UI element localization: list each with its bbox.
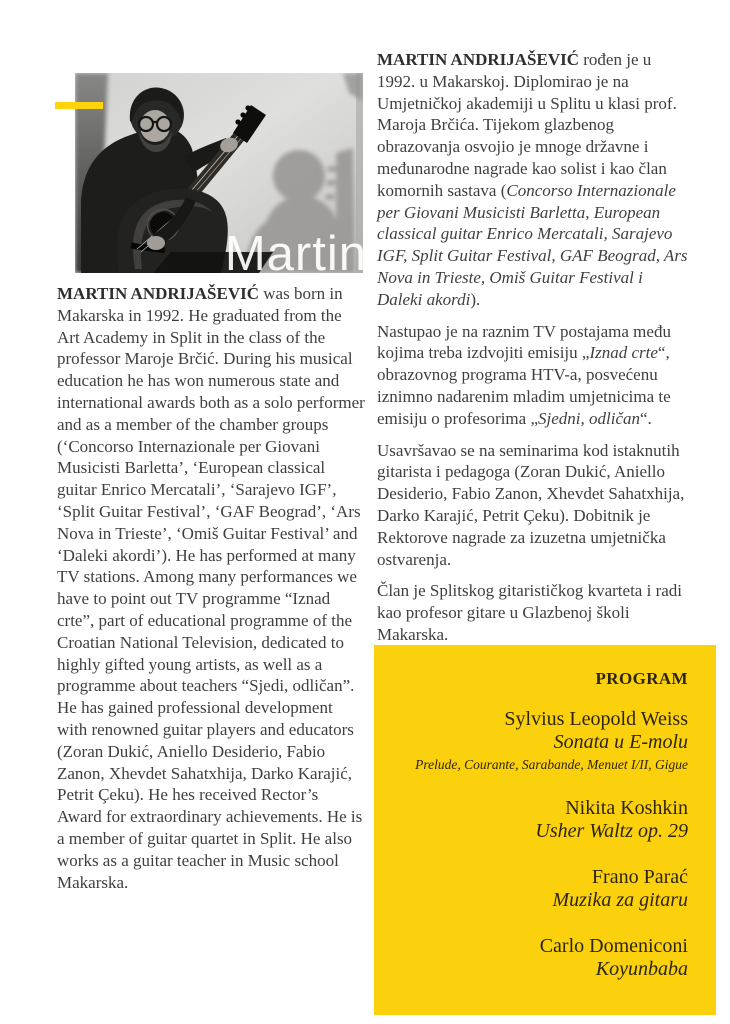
work-title: Usher Waltz op. 29 <box>535 820 688 842</box>
program-title: PROGRAM <box>595 669 688 688</box>
photo-name-overlay: Martin <box>224 227 367 281</box>
bio-croatian-paragraph-4: Član je Splitskog gitarističkog kvarteta i radi kao profesor gitare u Glazbenoj školi Makarska. <box>377 581 682 644</box>
composer-name: Frano Parać <box>591 866 688 888</box>
work-title: Sonata u E-molu <box>553 731 688 753</box>
work-title: Muzika za gitaru <box>552 889 688 911</box>
composer-name: Nikita Koshkin <box>565 797 688 819</box>
bio-croatian-paragraph-1: MARTIN ANDRIJAŠEVIĆ rođen je u 1992. u Makarskoj. Diplomirao je na Umjetničkoj akademiji u Splitu u klasi prof. Maroja Brčića. Tijekom glazbenog obrazovanja osvojio je mnoge državne i međunarodne nagrade kao solist i kao član komornih sastava (Concorso Internazionale per Giovani Musicisti Barletta, European classical guitar Enrico Mercatali, Sarajevo IGF, Split Guitar Festival, GAF Beograd, Ars Nova in Trieste, Omiš Guitar Festival i Daleki akordi). <box>377 50 688 309</box>
program-item-parac <box>394 866 688 912</box>
bio-english-column <box>57 283 365 903</box>
yellow-accent-dash <box>55 102 103 109</box>
bio-english-paragraph: MARTIN ANDRIJAŠEVIĆ was born in Makarska in 1992. He graduated from the Art Academy in Split in the class of the professor Maroje Brčić. During his musical education he has won numerous state and international awards both as a solo performer and as a member of the chamber groups (‘Concorso Internazionale per Giovani Musicisti Barletta’, ‘European classical guitar Enrico Mercatali’, ‘Sarajevo IGF’, ‘Split Guitar Festival’, ‘GAF Beograd’, ‘Ars Nova in Trieste’, ‘Omiš Guitar Festival’ and ‘Daleki akordi’). He has performed at many TV stations. Among many performances we have to point out TV programme “Iznad crte”, part of educational programme of the Croatian National Television, dedicated to highly gifted young artists, as well as a programme about teachers “Sjedi, odličan”. He has gained professional development with renowned guitar players and educators (Zoran Dukić, Aniello Desiderio, Fabio Zanon, Xhevdet Sahatxhija, Darko Karajić, Petrit Çeku). He hes received Rector’s Award for extraordinary achievements. He is a member of guitar quartet in Split. He also works as a guitar teacher in Music school Makarska. <box>57 284 365 892</box>
bio-croatian-paragraph-2: Nastupao je na raznim TV postajama među kojima treba izdvojiti emisiju „Iznad crte“, obrazovnog programa HTV-a, posvećenu iznimno nadarenim mladim umjetnicima te emisiju o profesorima „Sjedni, odličan“. <box>377 321 671 428</box>
bio-croatian-column <box>377 49 690 656</box>
guitarist-photo <box>75 73 367 281</box>
work-movements: Prelude, Courante, Sarabande, Menuet I/II, Gigue <box>415 757 688 772</box>
program-item-koshkin <box>394 797 688 843</box>
bio-croatian-paragraph-3: Usavršavao se na seminarima kod istaknutih gitarista i pedagoga (Zoran Dukić, Aniello Desiderio, Fabio Zanon, Xhevdet Sahatxhija, Darko Karajić, Petrit Çeku). Dobitnik je Rektorove nagrade za izuzetna umjetnička ostvarenja. <box>377 440 685 569</box>
program-item-weiss <box>394 708 688 774</box>
work-title: Koyunbaba <box>595 958 688 980</box>
composer-name: Sylvius Leopold Weiss <box>504 708 688 730</box>
program-box <box>374 645 716 1015</box>
program-item-domeniconi <box>394 935 688 981</box>
composer-name: Carlo Domeniconi <box>539 935 688 957</box>
